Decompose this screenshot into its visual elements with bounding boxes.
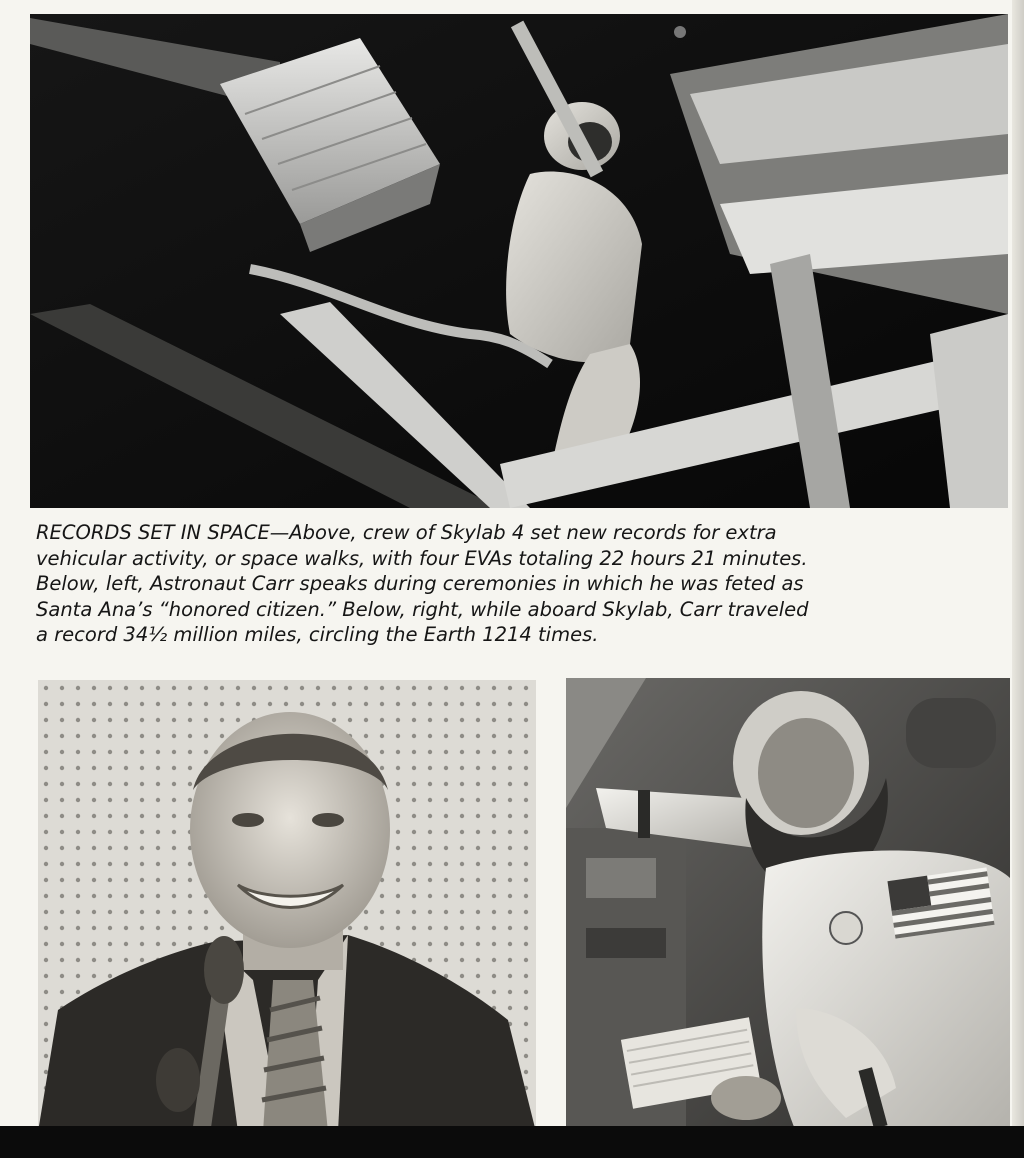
- photo-caption: [36, 520, 896, 648]
- caption-line: RECORDS SET IN SPACE—Above, crew of Skylab 4 set new records for extra: [36, 521, 777, 544]
- skylab-spacewalk-photo: [30, 14, 1008, 508]
- caption-line: Below, left, Astronaut Carr speaks during ceremonies in which he was feted as: [36, 572, 804, 595]
- scan-border: [0, 1126, 1024, 1158]
- carr-aboard-skylab-photo: [566, 678, 1010, 1132]
- caption-line: Santa Ana’s “honored citizen.” Below, right, while aboard Skylab, Carr traveled: [36, 597, 809, 621]
- page-edge: [1012, 0, 1024, 1126]
- caption-line: a record 34½ million miles, circling the Earth 1214 times.: [36, 623, 599, 646]
- caption-line: vehicular activity, or space walks, with four EVAs totaling 22 hours 21 minutes.: [36, 546, 808, 570]
- astronaut-carr-speaking-photo: [38, 680, 536, 1132]
